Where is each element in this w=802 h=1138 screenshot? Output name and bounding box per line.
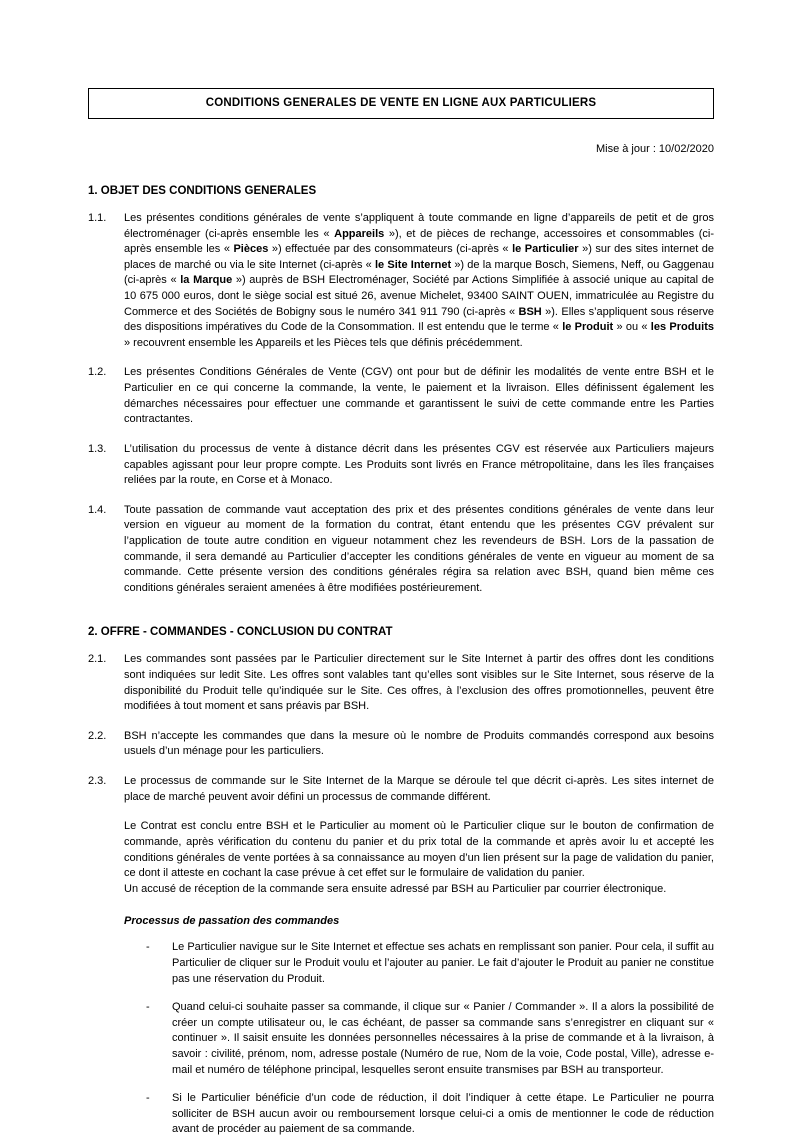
clause-2-1 — [88, 652, 714, 714]
clause-2-3-paragraph-2: Un accusé de réception de la commande sera ensuite adressé par BSH au Particulier par courrier électronique. — [124, 882, 667, 895]
clause-number: 2.1. — [88, 653, 107, 666]
clause-1-3 — [88, 442, 714, 489]
section-heading-2: 2. OFFRE - COMMANDES - CONCLUSION DU CONTRAT — [88, 626, 393, 639]
bullet-dash: - — [146, 941, 150, 954]
subheading-order-process: Processus de passation des commandes — [124, 915, 340, 928]
clause-number: 1.4. — [88, 503, 107, 516]
clause-text: Les présentes conditions générales de vente s’appliquent à toute commande en ligne d’appareils de petit et de gros électroménager (ci-après ensemble les « Appareils »), et de pièces de rechange, accessoires et consommables (ci-après ensemble les « Pièces ») effectuée par des consommateurs (ci-après « le Particulier ») sur des sites internet de places de marché ou via le site Internet (ci-après « le Site Internet ») de la marque Bosch, Siemens, Neff, ou Gaggenau (ci-après « la Marque ») auprès de BSH Electroménager, Société par Actions Simplifiée à associé unique au capital de 10 675 000 euros, dont le siège social est situé 26, avenue Michelet, 93400 SAINT OUEN, immatriculée au Registre du Commerce et des Sociétés de Bobigny sous le numéro 341 911 790 (ci-après « BSH »). Elles s’appliquent sous réserve des dispositions impératives du Code de la Consommation. Il est entendu que le terme « le Produit » ou « les Produits » recouvrent ensemble les Appareils et les Pièces tels que définis précédemment. — [124, 212, 715, 349]
clause-text: Toute passation de commande vaut acceptation des prix et des présentes conditions générales de vente dans leur version en vigueur au moment de la formation du contrat, étant entendu que les présentes CGV prévalent sur l’application de toute autre condition en vigueur notamment chez les revendeurs de BSH. Lors de la passation de commande, il sera demandé au Particulier d’accepter les conditions générales de vente en vigueur au moment de sa commande. Cette présente version des conditions générales régira sa relation avec BSH, quand bien même ces conditions générales seraient amenées à être modifiées postérieurement. — [124, 503, 714, 594]
last-update-date: Mise à jour : 10/02/2020 — [595, 143, 714, 155]
clause-2-2 — [88, 729, 714, 760]
clause-number: 2.2. — [88, 729, 107, 742]
bullet-dash: - — [146, 1092, 150, 1105]
clause-number: 1.2. — [88, 366, 107, 379]
list-item — [146, 1091, 714, 1138]
clause-text: Le processus de commande sur le Site Internet de la Marque se déroule tel que décrit ci-après. Les sites internet de place de marché peuvent avoir défini un processus de commande différent. — [124, 775, 714, 803]
clause-1-2 — [88, 365, 714, 427]
clause-2-3-paragraph-1: Le Contrat est conclu entre BSH et le Particulier au moment où le Particulier clique sur le bouton de confirmation de commande, après vérification du contenu du panier et du prix total de la commande et après avoir lu et accepté les conditions générales de vente portées à sa connaissance au moyen d’un lien présent sur la page de validation du panier, ce dont il atteste en cochant la case prévue à cet effet sur le formulaire de validation du panier. — [124, 820, 714, 880]
section-heading-1: 1. OBJET DES CONDITIONS GENERALES — [88, 185, 317, 197]
clause-text: BSH n’accepte les commandes que dans la mesure où le nombre de Produits commandés correspond aux besoins usuels d’un ménage pour les particuliers. — [124, 729, 714, 758]
list-item — [146, 940, 714, 987]
clause-number: 1.3. — [88, 442, 107, 455]
clause-text: L’utilisation du processus de vente à distance décrit dans les présentes CGV est réservée aux Particuliers majeurs capables agissant pour leur propre compte. Les Produits sont livrés en France métropolitaine, dans les îles françaises reliées par la route, en Corse et à Monaco. — [124, 442, 714, 487]
clause-1-4 — [88, 503, 714, 597]
clause-number: 2.3. — [88, 775, 107, 788]
clause-1-1 — [88, 211, 714, 351]
clause-number: 1.1. — [88, 212, 107, 224]
list-item-text: Le Particulier navigue sur le Site Internet et effectue ses achats en remplissant son panier. Pour cela, il suffit au Particulier de cliquer sur le Produit voulu et l’ajouter au panier. Le fait d’ajouter le Produit au panier ne constitue pas une réservation du Produit. — [172, 941, 714, 985]
list-item-text: Quand celui-ci souhaite passer sa commande, il clique sur « Panier / Commander ». Il a alors la possibilité de créer un compte utilisateur ou, le cas échéant, de passer sa commande sans s’enregistrer en cliquant sur « continuer ». Il saisit ensuite les données personnelles nécessaires à la prise de commande et à la livraison, à savoir : civilité, prénom, nom, adresse postale (Numéro de rue, Nom de la voie, Code postal, Ville), adresse e-mail et numéro de téléphone principal, lesquelles seront ensuite transmises par BSH au transporteur. — [172, 1001, 714, 1076]
clause-2-3 — [88, 774, 714, 805]
list-item-text: Si le Particulier bénéficie d’un code de réduction, il doit l’indiquer à cette étape. Le Particulier ne pourra solliciter de BSH aucun avoir ou remboursement lorsque celui-ci a omis de mentionner le code de réduction avant de procéder au paiement de sa commande. — [172, 1092, 714, 1136]
document-title: CONDITIONS GENERALES DE VENTE EN LIGNE AUX PARTICULIERS — [88, 88, 714, 119]
clause-text: Les commandes sont passées par le Particulier directement sur le Site Internet à partir des offres dont les conditions sont indiquées sur ledit Site. Les offres sont valables tant qu’elles sont visibles sur le Site Internet, sous réserve de la disponibilité du Produit telle qu’indiquée sur le Site. Ces offres, à l’exclusion des offres promotionnelles, peuvent être modifiées à tout moment et sans préavis par BSH. — [124, 653, 714, 713]
list-item — [146, 1000, 714, 1078]
clause-text: Les présentes Conditions Générales de Vente (CGV) ont pour but de définir les modalités de vente entre BSH et le Particulier en ce qui concerne la commande, la vente, le paiement et la livraison. Elles définissent également les démarches nécessaires pour effectuer une commande et garantissent le suivi de cette commande entre les Parties contractantes. — [124, 366, 714, 426]
bullet-dash: - — [146, 1001, 150, 1014]
